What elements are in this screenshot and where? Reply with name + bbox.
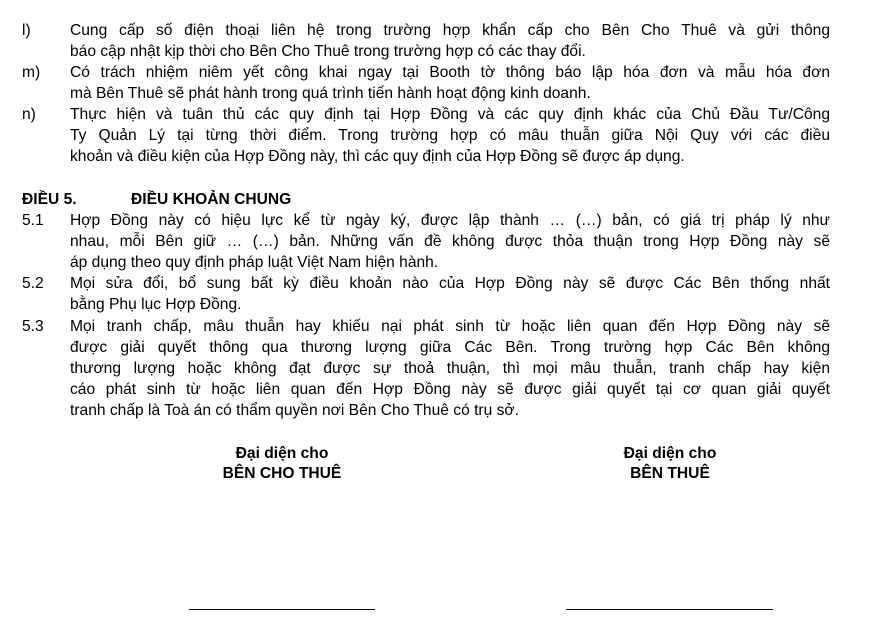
text-line: Ty Quản Lý tại từng thời điểm. Trong trường hợp có mâu thuẫn giữa Nội Quy với các điều (70, 127, 830, 144)
clause-text (70, 210, 830, 273)
signature-line-lessee (566, 609, 773, 610)
clause-text (70, 20, 830, 62)
text-line: áp dụng theo quy định pháp luật Việt Nam hiện hành. (70, 254, 439, 271)
signature-caption: Đại diện cho (623, 445, 717, 462)
signature-party: BÊN CHO THUÊ (222, 465, 342, 482)
text-line: Mọi sửa đổi, bổ sung bất kỳ điều khoản nào của Hợp Đồng này sẽ được Các Bên thống nhất (70, 275, 830, 292)
text-line: mà Bên Thuê sẽ phát hành trong quá trình tiến hành hoạt động kinh doanh. (70, 85, 591, 102)
signature-line-lessor (189, 609, 375, 610)
text-line: thương lượng hoặc không đạt được sự thoả thuận, thì mọi mâu thuẫn, tranh chấp hay kiện (70, 360, 830, 377)
clause-marker: m) (22, 64, 41, 81)
signature-party: BÊN THUÊ (630, 465, 710, 482)
clause-text (70, 273, 830, 315)
text-line: Có trách nhiệm niêm yết công khai ngay tại Booth tờ thông báo lập hóa đơn và mẫu hóa đơn (70, 64, 830, 81)
clause-text (70, 62, 830, 104)
text-line: Mọi tranh chấp, mâu thuẫn hay khiếu nại phát sinh từ hoặc liên quan đến Hợp Đồng này sẽ (70, 318, 830, 335)
clause-marker: 5.2 (22, 275, 44, 292)
signature-caption: Đại diện cho (235, 445, 329, 462)
text-line: Cung cấp số điện thoại liên hệ trong trường hợp khẩn cấp cho Bên Cho Thuê và gửi thông (70, 22, 830, 39)
signature-block-lessee (545, 444, 795, 484)
clause-text (70, 104, 830, 167)
clause-text (70, 316, 830, 421)
article-title: ĐIỀU KHOẢN CHUNG (131, 191, 292, 208)
text-line: nhau, mỗi Bên giữ … (…) bản. Những vấn đề không được thỏa thuận trong Hợp Đồng này sẽ (70, 233, 830, 250)
text-line: tranh chấp là Toà án có thẩm quyền nơi Bên Cho Thuê có trụ sở. (70, 402, 519, 419)
clause-marker: n) (22, 106, 36, 123)
text-line: Thực hiện và tuân thủ các quy định tại Hợp Đồng và các quy định khác của Chủ Đầu Tư/Công (70, 106, 830, 123)
article-number: ĐIỀU 5. (22, 191, 77, 208)
text-line: báo cập nhật kịp thời cho Bên Cho Thuê trong trường hợp có các thay đổi. (70, 43, 586, 60)
text-line: được giải quyết thông qua thương lượng giữa Các Bên. Trong trường hợp Các Bên không (70, 339, 830, 356)
clause-marker: 5.3 (22, 318, 44, 335)
text-line: khoản và điều kiện của Hợp Đồng này, thì các quy định của Hợp Đồng sẽ được áp dụng. (70, 148, 685, 165)
clause-marker: l) (22, 22, 31, 39)
clause-marker: 5.1 (22, 212, 44, 229)
text-line: cáo phát sinh từ hoặc liên quan đến Hợp Đồng này sẽ được giải quyết tại cơ quan giải quyết (70, 381, 830, 398)
signature-block-lessor (157, 444, 407, 484)
text-line: bằng Phụ lục Hợp Đồng. (70, 296, 242, 313)
text-line: Hợp Đồng này có hiệu lực kể từ ngày ký, được lập thành … (…) bản, có giá trị pháp lý như (70, 212, 830, 229)
